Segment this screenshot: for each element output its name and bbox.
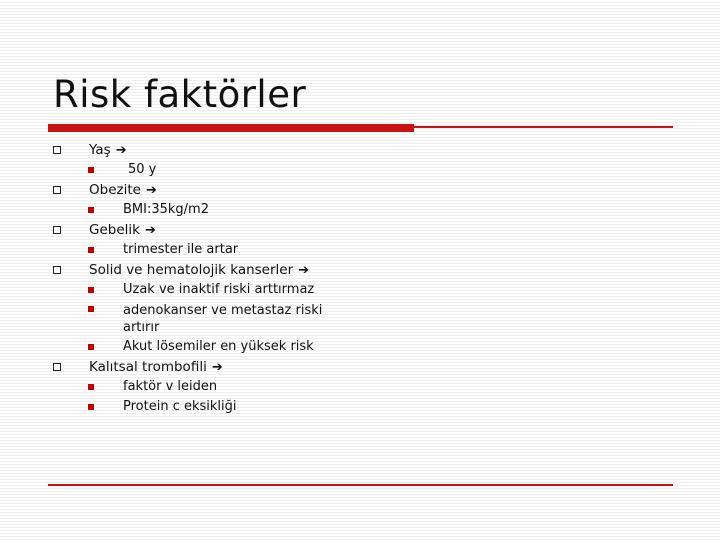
list-item-kanserler	[50, 260, 670, 357]
square-bullet-icon	[53, 226, 61, 234]
item-label: Kalıtsal trombofili	[89, 359, 207, 375]
sub-item-label: BMI:35kg/m2	[123, 202, 209, 217]
filled-square-bullet-icon	[88, 384, 94, 390]
right-arrow-icon: ➔	[115, 143, 127, 158]
title-rule-thin	[414, 126, 673, 128]
sub-item	[50, 300, 343, 337]
square-bullet-icon	[53, 186, 61, 194]
filled-square-bullet-icon	[88, 344, 94, 350]
bottom-rule	[48, 484, 673, 486]
right-arrow-icon: ➔	[298, 263, 310, 278]
list-item-obezite	[50, 180, 670, 220]
item-label: Obezite	[89, 182, 141, 198]
filled-square-bullet-icon	[88, 306, 94, 312]
item-heading	[50, 220, 670, 240]
sub-item-label: adenokanser ve metastaz riski artırır	[123, 303, 323, 335]
square-bullet-icon	[53, 146, 61, 154]
sub-item	[50, 160, 670, 180]
list-item-trombofili	[50, 357, 670, 417]
filled-square-bullet-icon	[88, 404, 94, 410]
sub-item-label: faktör v leiden	[123, 379, 218, 394]
square-bullet-icon	[53, 363, 61, 371]
filled-square-bullet-icon	[88, 207, 94, 213]
right-arrow-icon: ➔	[211, 360, 223, 375]
list-item-yas	[50, 140, 670, 180]
sub-item-label: Akut lösemiler en yüksek risk	[123, 339, 314, 354]
sub-item-label: Protein c eksikliği	[123, 399, 237, 414]
item-heading	[50, 140, 670, 160]
sub-item-label: trimester ile artar	[123, 242, 239, 257]
sub-item-label: 50 y	[128, 162, 157, 177]
bullet-list	[50, 140, 670, 417]
right-arrow-icon: ➔	[145, 183, 157, 198]
right-arrow-icon: ➔	[144, 223, 156, 238]
item-heading	[50, 180, 670, 200]
filled-square-bullet-icon	[88, 247, 94, 253]
item-heading	[50, 260, 670, 280]
slide-title: Risk faktörler	[53, 73, 307, 116]
item-label: Gebelik	[89, 222, 140, 238]
sub-item-label: Uzak ve inaktif riski arttırmaz	[123, 282, 315, 297]
item-heading	[50, 357, 670, 377]
sub-item	[50, 397, 670, 417]
filled-square-bullet-icon	[88, 167, 94, 173]
sub-item	[50, 337, 670, 357]
sub-item	[50, 280, 670, 300]
sub-item	[50, 200, 670, 220]
sub-item	[50, 377, 670, 397]
filled-square-bullet-icon	[88, 287, 94, 293]
item-label: Yaş	[89, 142, 111, 158]
list-item-gebelik	[50, 220, 670, 260]
item-label: Solid ve hematolojik kanserler	[89, 262, 294, 278]
sub-item	[50, 240, 670, 260]
square-bullet-icon	[53, 266, 61, 274]
title-rule-thick	[48, 124, 414, 132]
